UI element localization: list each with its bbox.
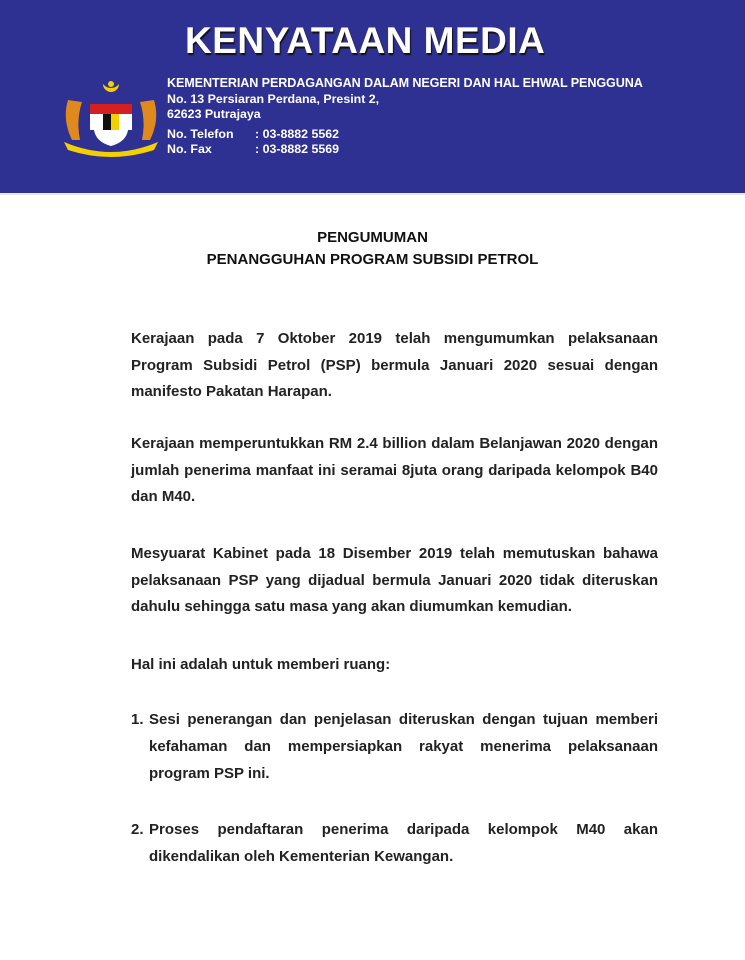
fax-label: No. Fax xyxy=(167,142,212,156)
ministry-name: KEMENTERIAN PERDAGANGAN DALAM NEGERI DAN HAL EHWAL PENGGUNA xyxy=(167,76,643,90)
list-number: 1. xyxy=(131,711,144,728)
phone-value: : 03-8882 5562 xyxy=(255,127,340,141)
paragraph-2: Kerajaan memperuntukkan RM 2.4 billion dalam Belanjawan 2020 dengan jumlah penerima manfaat ini seramai 8juta orang daripada kelompok B40 dan M40. xyxy=(131,435,658,505)
letterhead-banner xyxy=(0,0,745,195)
list-text: Proses pendaftaran penerima daripada kelompok M40 akan dikendalikan oleh Kementerian Kewangan. xyxy=(149,821,658,865)
paragraph-4: Hal ini adalah untuk memberi ruang: xyxy=(131,656,391,673)
paragraph-3: Mesyuarat Kabinet pada 18 Disember 2019 telah memutuskan bahawa pelaksanaan PSP yang dijadual bermula Januari 2020 tidak diteruskan dahulu sehingga satu masa yang akan diumumkan kemudian. xyxy=(131,545,658,615)
list-item xyxy=(131,816,658,870)
address-line-2: 62623 Putrajaya xyxy=(167,107,261,121)
address-line-1: No. 13 Persiaran Perdana, Presint 2, xyxy=(167,92,380,106)
paragraph-1: Kerajaan pada 7 Oktober 2019 telah mengumumkan pelaksanaan Program Subsidi Petrol (PSP) bermula Januari 2020 sesuai dengan manifesto Pakatan Harapan. xyxy=(131,330,658,400)
banner-title: KENYATAAN MEDIA xyxy=(185,20,546,61)
list-text: Sesi penerangan dan penjelasan diteruskan dengan tujuan memberi kefahaman dan mempersiapkan rakyat menerima pelaksanaan program PSP ini. xyxy=(149,711,658,782)
document-heading: PENGUMUMAN xyxy=(317,229,428,246)
phone-row xyxy=(167,127,339,141)
document-subheading: PENANGGUHAN PROGRAM SUBSIDI PETROL xyxy=(206,251,539,268)
list-item xyxy=(131,706,658,787)
coat-of-arms-logo xyxy=(58,80,164,160)
phone-label: No. Telefon xyxy=(167,127,234,141)
fax-value: : 03-8882 5569 xyxy=(255,142,340,156)
list-number: 2. xyxy=(131,821,144,838)
fax-row xyxy=(167,142,339,156)
